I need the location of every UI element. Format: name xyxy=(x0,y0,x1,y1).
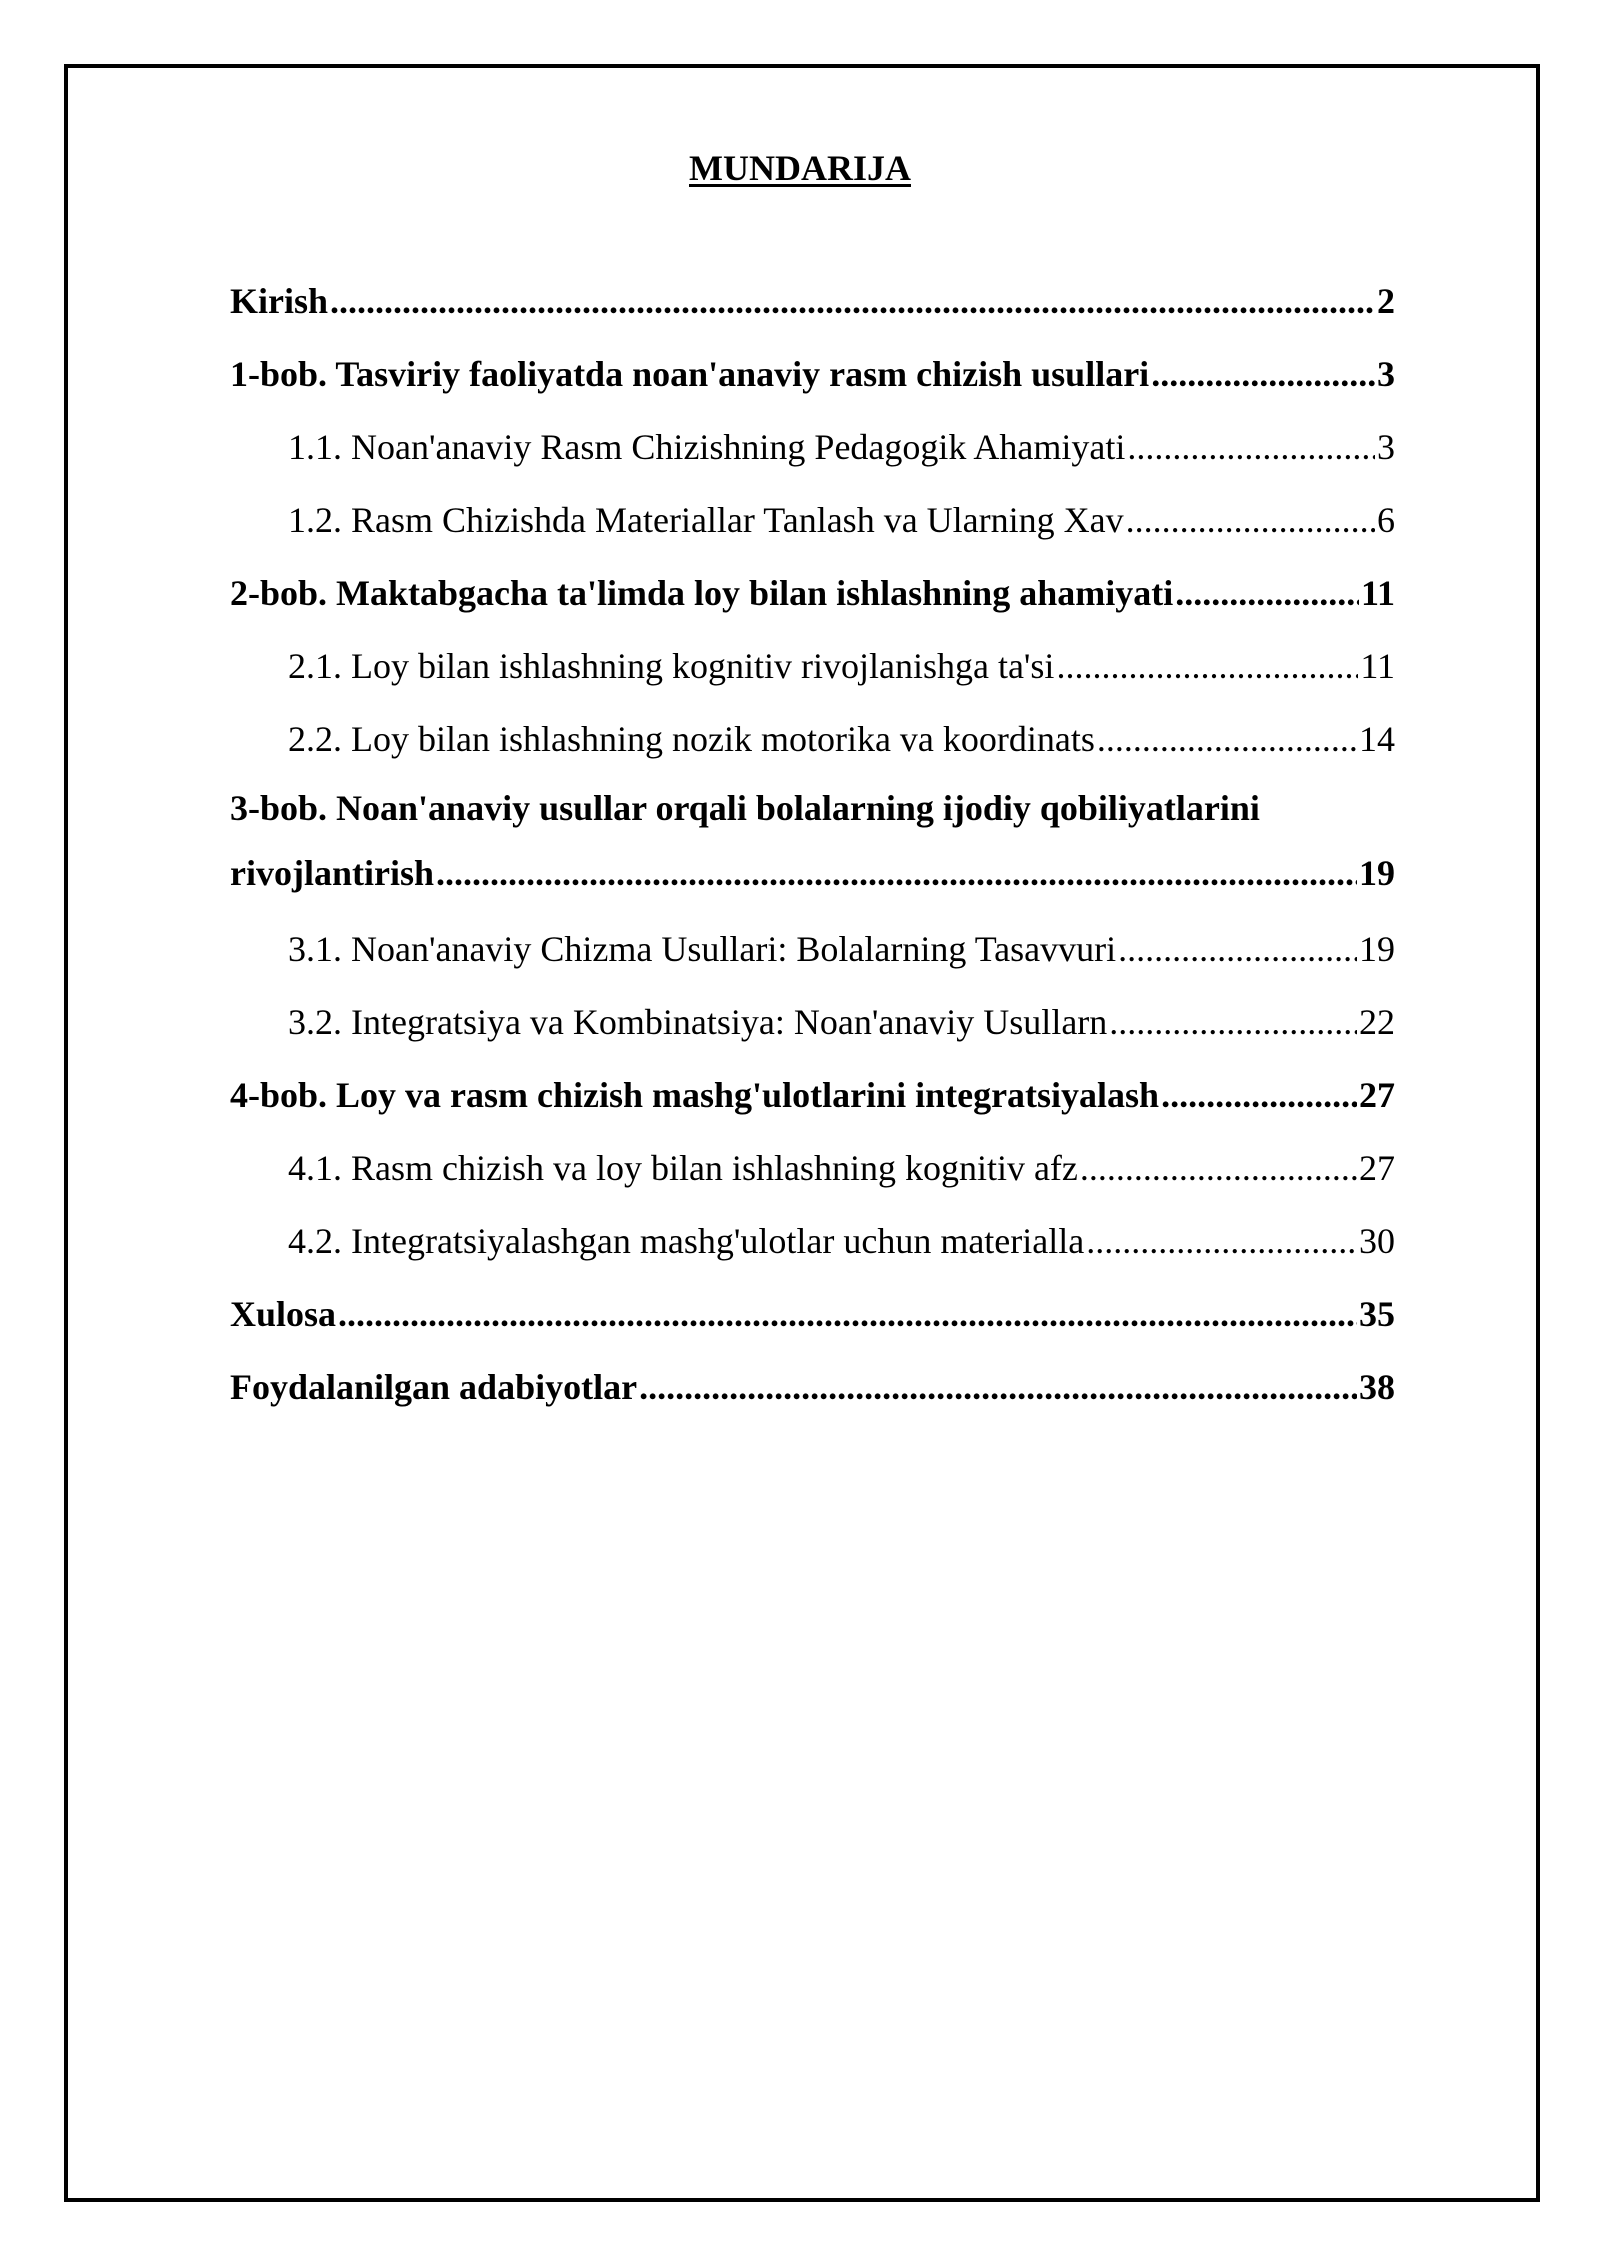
toc-entry-page: 35 xyxy=(1359,1294,1395,1334)
toc-entry-references[interactable] xyxy=(230,1351,1395,1424)
toc-entry-label: 4.1. Rasm chizish va loy bilan ishlashning kognitiv afz xyxy=(288,1148,1078,1188)
dot-leader xyxy=(1127,411,1375,484)
table-of-contents xyxy=(230,265,1395,1424)
toc-entry-page: 3 xyxy=(1377,354,1395,394)
toc-entry-section-2-2[interactable] xyxy=(230,703,1395,776)
toc-entry-chapter-2[interactable] xyxy=(230,557,1395,630)
toc-entry-label: 1.1. Noan'anaviy Rasm Chizishning Pedagogik Ahamiyati xyxy=(288,427,1126,467)
dot-leader xyxy=(1175,557,1359,630)
dot-leader xyxy=(639,1351,1357,1424)
dot-leader xyxy=(1086,1205,1357,1278)
dot-leader xyxy=(1056,630,1358,703)
toc-entry-label: Kirish xyxy=(230,281,329,321)
toc-entry-label: Foydalanilgan adabiyotlar xyxy=(230,1367,638,1407)
toc-entry-section-4-2[interactable] xyxy=(230,1205,1395,1278)
toc-entry-kirish[interactable] xyxy=(230,265,1395,338)
toc-entry-label: Xulosa xyxy=(230,1294,337,1334)
toc-entry-page: 11 xyxy=(1360,573,1395,613)
toc-entry-page: 19 xyxy=(1359,853,1395,893)
dot-leader xyxy=(1126,484,1375,557)
dot-leader xyxy=(338,1278,1357,1351)
dot-leader xyxy=(1080,1132,1357,1205)
toc-entry-label: 2.1. Loy bilan ishlashning kognitiv rivojlanishga ta'si xyxy=(288,646,1055,686)
toc-entry-label: 4.2. Integratsiyalashgan mashg'ulotlar uchun materialla xyxy=(288,1221,1085,1261)
toc-title: MUNDARIJA xyxy=(689,148,911,188)
toc-entry-label: 3.2. Integratsiya va Kombinatsiya: Noan'anaviy Usullarn xyxy=(288,1002,1108,1042)
toc-entry-label: 1-bob. Tasviriy faoliyatda noan'anaviy rasm chizish usullari xyxy=(230,354,1150,394)
toc-entry-section-3-1[interactable] xyxy=(230,913,1395,986)
toc-entry-page: 30 xyxy=(1359,1221,1395,1261)
dot-leader xyxy=(1151,338,1375,411)
toc-entry-xulosa[interactable] xyxy=(230,1278,1395,1351)
toc-entry-page: 38 xyxy=(1359,1367,1395,1407)
dot-leader xyxy=(1161,1059,1357,1132)
dot-leader xyxy=(1118,913,1357,986)
toc-entry-page: 2 xyxy=(1377,281,1395,321)
toc-entry-chapter-1[interactable] xyxy=(230,338,1395,411)
toc-entry-page: 22 xyxy=(1359,1002,1395,1042)
toc-entry-page: 6 xyxy=(1377,500,1395,540)
toc-entry-section-1-1[interactable] xyxy=(230,411,1395,484)
dot-leader xyxy=(436,840,1357,906)
toc-entry-section-1-2[interactable] xyxy=(230,484,1395,557)
toc-entry-label: 2-bob. Maktabgacha ta'limda loy bilan ishlashning ahamiyati xyxy=(230,573,1174,613)
toc-entry-label-line-1: 3-bob. Noan'anaviy usullar orqali bolalarning ijodiy qobiliyatlarini xyxy=(230,788,1260,828)
toc-entry-section-4-1[interactable] xyxy=(230,1132,1395,1205)
toc-entry-label: 1.2. Rasm Chizishda Materiallar Tanlash va Ularning Xav xyxy=(288,500,1124,540)
toc-entry-page: 19 xyxy=(1359,929,1395,969)
dot-leader xyxy=(330,265,1375,338)
dot-leader xyxy=(1097,703,1357,776)
toc-entry-page: 3 xyxy=(1377,427,1395,467)
toc-entry-label: 4-bob. Loy va rasm chizish mashg'ulotlarini integratsiyalash xyxy=(230,1075,1160,1115)
toc-entry-page: 11 xyxy=(1360,646,1395,686)
toc-entry-label: 2.2. Loy bilan ishlashning nozik motorika va koordinats xyxy=(288,719,1095,759)
toc-entry-label-line-2: rivojlantirish xyxy=(230,853,434,893)
toc-entry-page: 27 xyxy=(1359,1148,1395,1188)
toc-entry-section-3-2[interactable] xyxy=(230,986,1395,1059)
toc-entry-label: 3.1. Noan'anaviy Chizma Usullari: Bolalarning Tasavvuri xyxy=(288,929,1117,969)
toc-entry-section-2-1[interactable] xyxy=(230,630,1395,703)
toc-entry-page: 14 xyxy=(1359,719,1395,759)
toc-entry-page: 27 xyxy=(1359,1075,1395,1115)
dot-leader xyxy=(1109,986,1357,1059)
toc-entry-chapter-4[interactable] xyxy=(230,1059,1395,1132)
toc-entry-line-2 xyxy=(230,840,1395,913)
toc-entry-chapter-3[interactable] xyxy=(230,776,1395,913)
